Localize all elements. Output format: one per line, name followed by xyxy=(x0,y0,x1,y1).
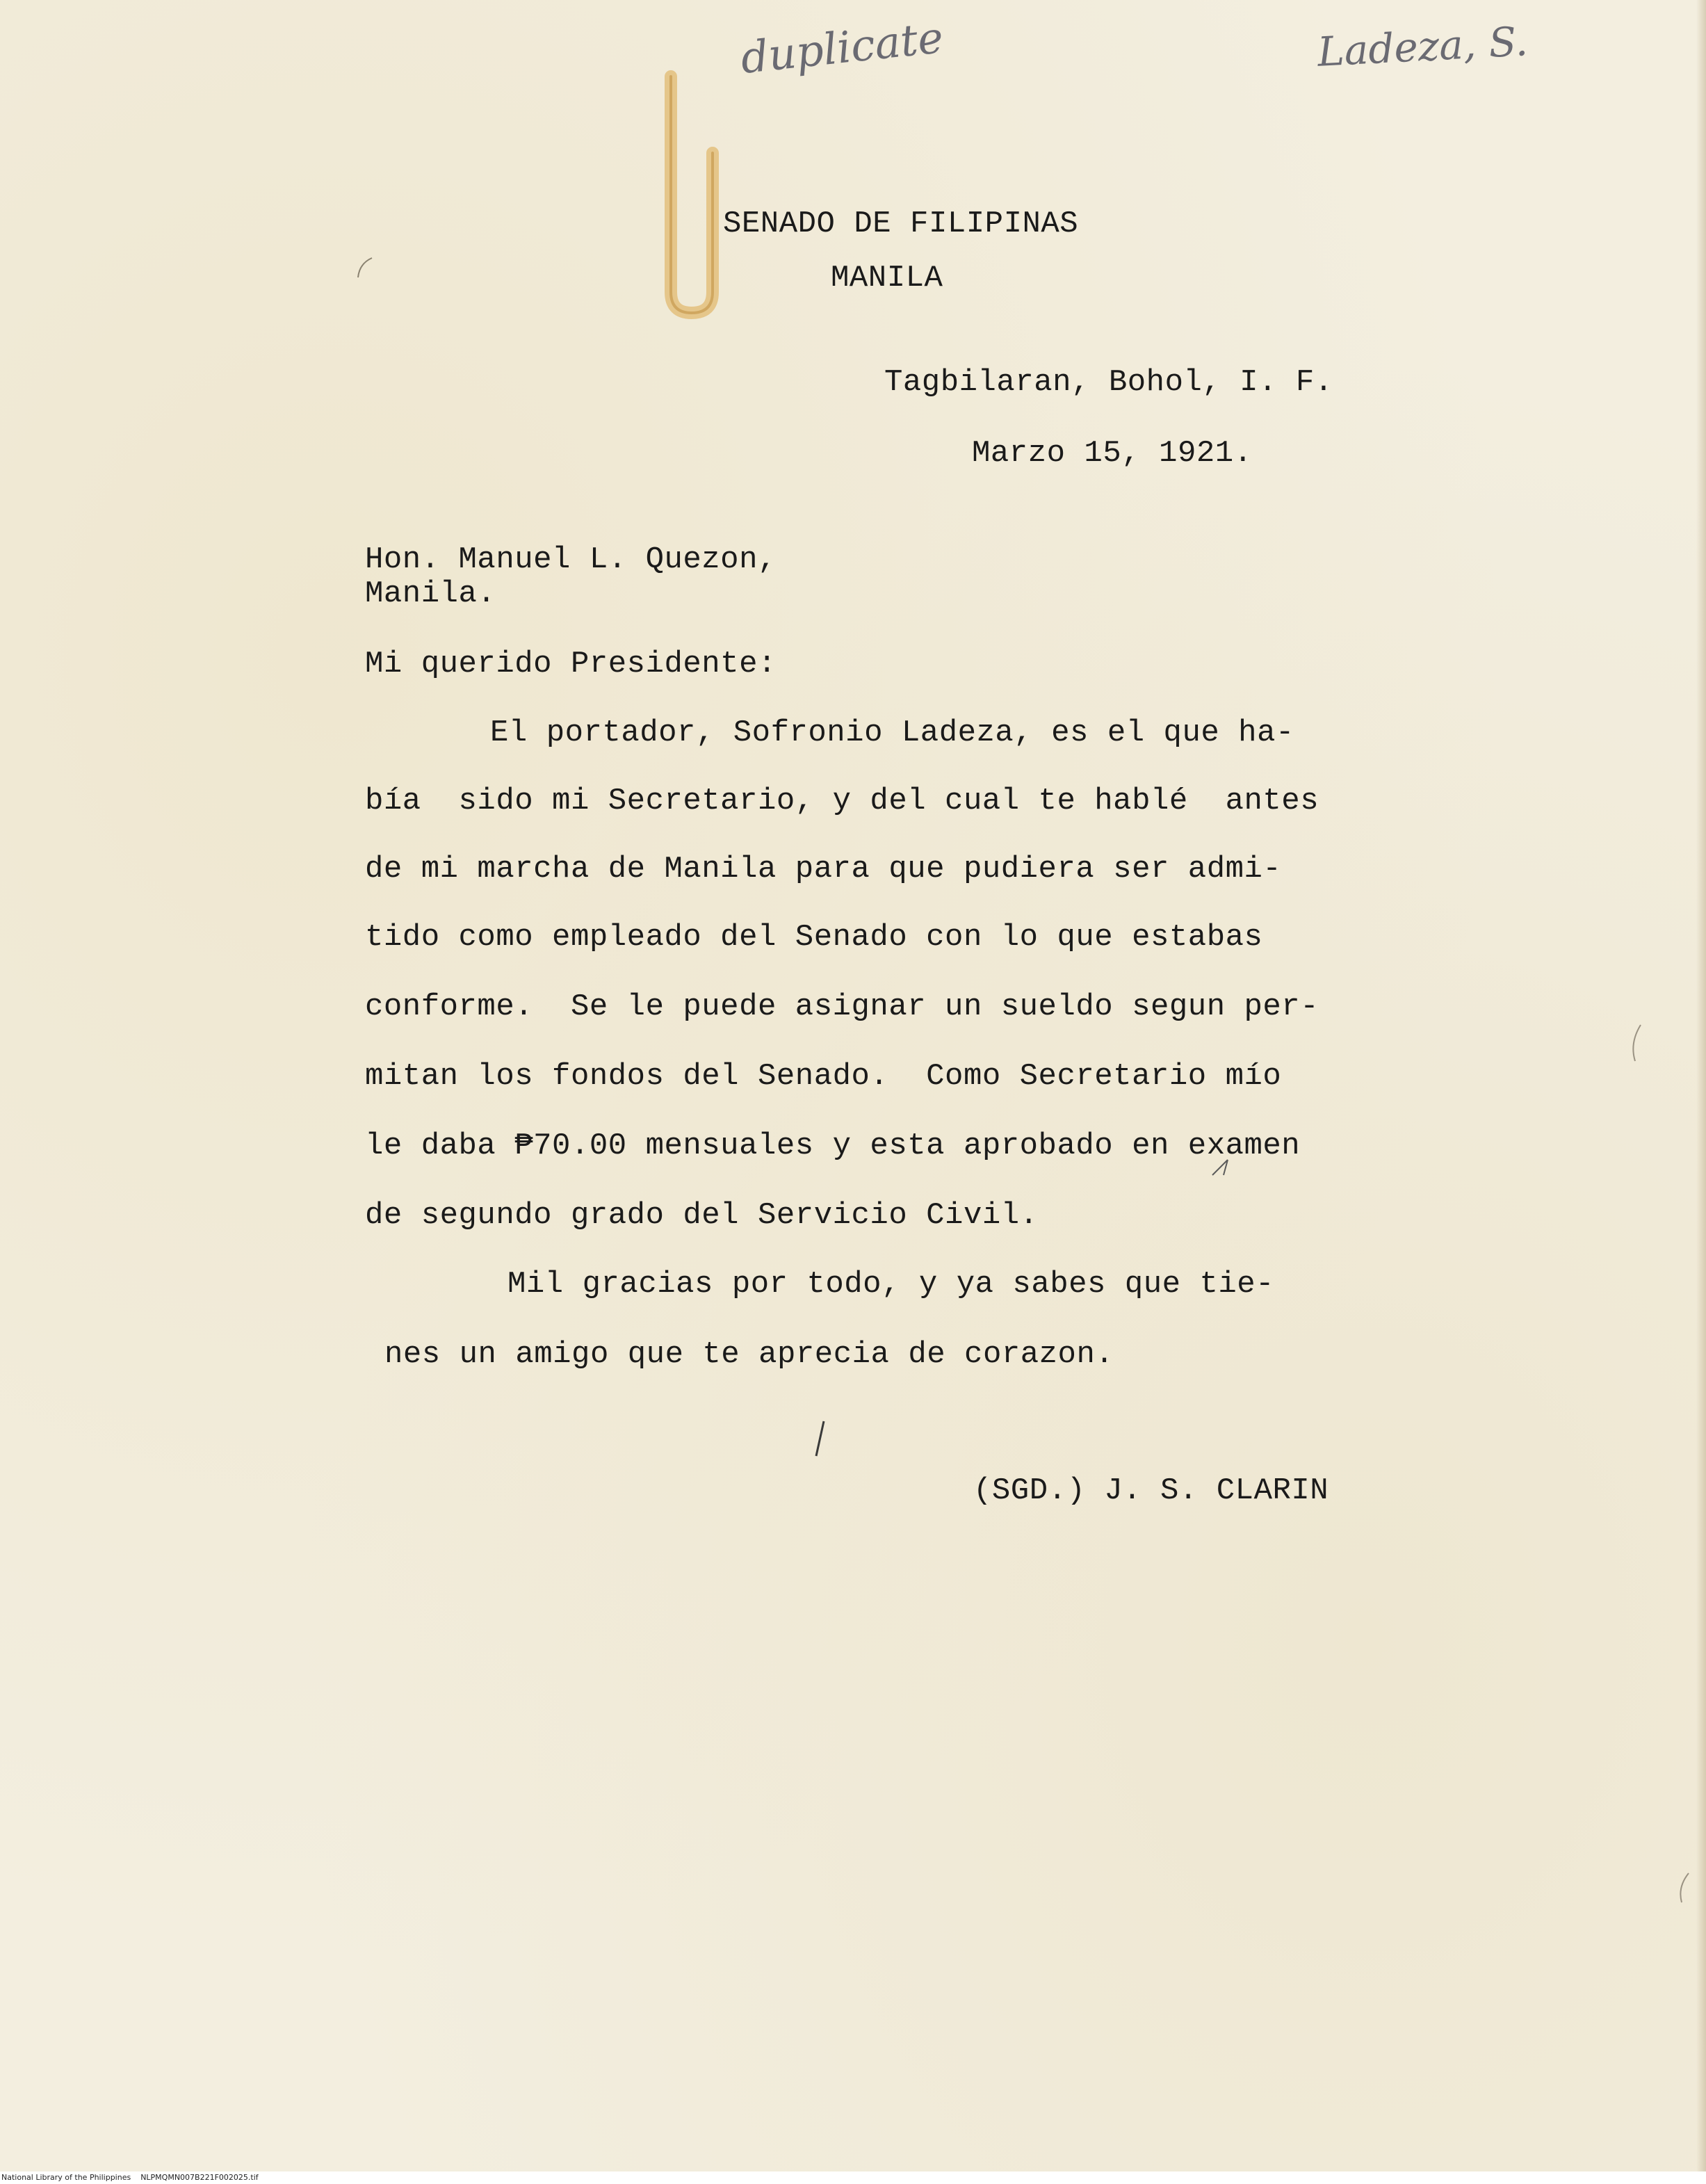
letterhead-line1: SENADO DE FILIPINAS xyxy=(723,207,1079,241)
body-line: conforme. Se le puede asignar un sueldo segun per- xyxy=(365,989,1319,1024)
page-edge-shadow xyxy=(1696,0,1706,2184)
stray-mark-icon xyxy=(806,1418,834,1460)
letterhead-line2: MANILA xyxy=(831,261,943,296)
recipient-name: Hon. Manuel L. Quezon, xyxy=(365,542,777,577)
letter-date: Marzo 15, 1921. xyxy=(972,436,1253,471)
salutation: Mi querido Presidente: xyxy=(365,647,777,681)
body-line: mitan los fondos del Senado. Como Secretario mío xyxy=(365,1059,1282,1094)
stray-mark-icon xyxy=(1210,1154,1244,1182)
signature-line: (SGD.) J. S. CLARIN xyxy=(973,1473,1329,1508)
stray-mark-icon xyxy=(1620,1022,1648,1064)
body-line: de mi marcha de Manila para que pudiera ser admi- xyxy=(365,852,1282,887)
stray-mark-icon xyxy=(351,254,379,282)
stray-mark-icon xyxy=(1672,1870,1693,1905)
letter-place: Tagbilaran, Bohol, I. F. xyxy=(884,365,1333,400)
body-line: bía sido mi Secretario, y del cual te hablé antes xyxy=(365,784,1319,818)
handwritten-note-name: Ladeza, S. xyxy=(1316,17,1529,76)
body-line: El portador, Sofronio Ladeza, es el que ha- xyxy=(490,715,1294,750)
body-line: le daba ₱70.00 mensuales y esta aprobado en examen xyxy=(365,1129,1301,1163)
archive-footer: National Library of the Philippines NLPMQMN007B221F002025.tif xyxy=(0,2171,1706,2184)
body-line: de segundo grado del Servicio Civil. xyxy=(365,1198,1039,1233)
handwritten-note-duplicate: duplicate xyxy=(738,11,946,84)
paper-clip-stain-icon xyxy=(650,70,733,320)
body-line: nes un amigo que te aprecia de corazon. xyxy=(384,1337,1114,1372)
body-line: tido como empleado del Senado con lo que estabas xyxy=(365,920,1263,955)
recipient-city: Manila. xyxy=(365,576,496,611)
body-line: Mil gracias por todo, y ya sabes que tie- xyxy=(507,1267,1275,1302)
